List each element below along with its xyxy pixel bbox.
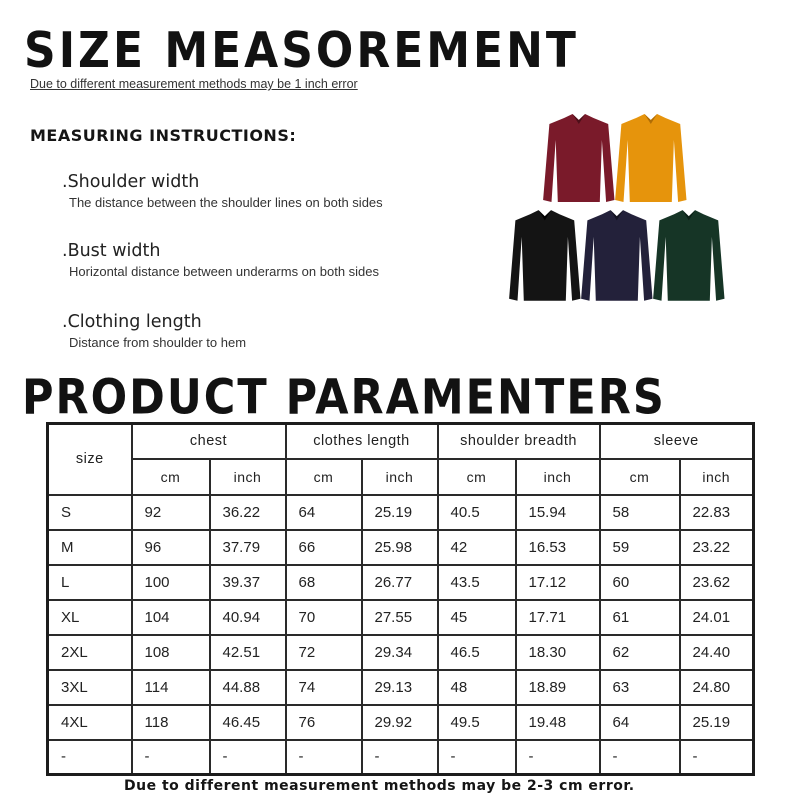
table-unit-header-row bbox=[48, 459, 754, 495]
instruction-title: .Clothing length bbox=[62, 312, 202, 332]
size-column-header: size bbox=[48, 424, 132, 495]
unit-header: inch bbox=[680, 459, 754, 495]
table-row bbox=[48, 635, 754, 670]
measurement-cell: - bbox=[210, 740, 286, 775]
measurement-cell: 49.5 bbox=[438, 705, 516, 740]
table-row bbox=[48, 705, 754, 740]
shoulder-breadth-header: shoulder breadth bbox=[438, 424, 600, 459]
instruction-description: The distance between the shoulder lines on both sides bbox=[69, 195, 383, 210]
shirt-black bbox=[509, 210, 580, 301]
measurement-cell: 29.13 bbox=[362, 670, 438, 705]
measurement-cell: 104 bbox=[132, 600, 210, 635]
measurement-cell: - bbox=[286, 740, 362, 775]
footer-error-note: Due to different measurement methods may be 2-3 cm error. bbox=[124, 778, 635, 794]
measurement-cell: 61 bbox=[600, 600, 680, 635]
measurement-cell: 72 bbox=[286, 635, 362, 670]
measurement-cell: 37.79 bbox=[210, 530, 286, 565]
product-shirts-image bbox=[505, 108, 735, 303]
measurement-cell: - bbox=[362, 740, 438, 775]
size-chart-table bbox=[46, 422, 755, 776]
measurement-cell: 15.94 bbox=[516, 495, 600, 530]
clothes-length-header: clothes length bbox=[286, 424, 438, 459]
measurement-cell: - bbox=[132, 740, 210, 775]
unit-header: cm bbox=[438, 459, 516, 495]
measurement-cell: 68 bbox=[286, 565, 362, 600]
measurement-cell: 16.53 bbox=[516, 530, 600, 565]
size-label-cell: 4XL bbox=[48, 705, 132, 740]
unit-header: inch bbox=[210, 459, 286, 495]
measurement-cell: 25.98 bbox=[362, 530, 438, 565]
size-label-cell: S bbox=[48, 495, 132, 530]
measurement-cell: 62 bbox=[600, 635, 680, 670]
measurement-cell: 24.40 bbox=[680, 635, 754, 670]
measurement-cell: 45 bbox=[438, 600, 516, 635]
measurement-cell: 23.22 bbox=[680, 530, 754, 565]
measurement-cell: 108 bbox=[132, 635, 210, 670]
measurement-cell: 59 bbox=[600, 530, 680, 565]
measurement-cell: 26.77 bbox=[362, 565, 438, 600]
measurement-cell: 64 bbox=[286, 495, 362, 530]
instruction-bust-width bbox=[62, 241, 379, 279]
measurement-cell: 76 bbox=[286, 705, 362, 740]
measurement-cell: 25.19 bbox=[680, 705, 754, 740]
measurement-cell: - bbox=[680, 740, 754, 775]
measurement-cell: 40.94 bbox=[210, 600, 286, 635]
table-row bbox=[48, 530, 754, 565]
sleeve-header: sleeve bbox=[600, 424, 754, 459]
size-label-cell: 3XL bbox=[48, 670, 132, 705]
measurement-cell: 36.22 bbox=[210, 495, 286, 530]
product-parameters-title: PRODUCT PARAMENTERS bbox=[22, 370, 666, 426]
size-chart-body bbox=[48, 495, 754, 775]
table-group-header-row bbox=[48, 424, 754, 459]
unit-header: inch bbox=[516, 459, 600, 495]
instruction-clothing-length bbox=[62, 312, 246, 350]
measurement-cell: 27.55 bbox=[362, 600, 438, 635]
size-label-cell: L bbox=[48, 565, 132, 600]
unit-header: cm bbox=[600, 459, 680, 495]
size-label-cell: M bbox=[48, 530, 132, 565]
unit-header: inch bbox=[362, 459, 438, 495]
instruction-title: .Shoulder width bbox=[62, 172, 200, 192]
measurement-cell: - bbox=[516, 740, 600, 775]
unit-header: cm bbox=[132, 459, 210, 495]
measurement-cell: 29.34 bbox=[362, 635, 438, 670]
measurement-cell: 39.37 bbox=[210, 565, 286, 600]
shirt-navy bbox=[581, 210, 652, 301]
table-row bbox=[48, 740, 754, 775]
shirt-green bbox=[653, 210, 724, 301]
unit-header: cm bbox=[286, 459, 362, 495]
measurement-cell: 46.45 bbox=[210, 705, 286, 740]
shirt-orange bbox=[615, 114, 686, 202]
instruction-title: .Bust width bbox=[62, 241, 161, 261]
measurement-cell: - bbox=[438, 740, 516, 775]
measurement-cell: 92 bbox=[132, 495, 210, 530]
size-label-cell: 2XL bbox=[48, 635, 132, 670]
measurement-cell: 43.5 bbox=[438, 565, 516, 600]
instruction-description: Distance from shoulder to hem bbox=[69, 335, 247, 350]
table-row bbox=[48, 670, 754, 705]
table-row bbox=[48, 565, 754, 600]
measurement-cell: 64 bbox=[600, 705, 680, 740]
table-row bbox=[48, 600, 754, 635]
measurement-cell: 24.80 bbox=[680, 670, 754, 705]
measurement-cell: 25.19 bbox=[362, 495, 438, 530]
measurement-cell: 18.89 bbox=[516, 670, 600, 705]
measurement-cell: 42.51 bbox=[210, 635, 286, 670]
measurement-cell: 118 bbox=[132, 705, 210, 740]
measurement-cell: 66 bbox=[286, 530, 362, 565]
measurement-cell: 44.88 bbox=[210, 670, 286, 705]
measurement-cell: 24.01 bbox=[680, 600, 754, 635]
table-row bbox=[48, 495, 754, 530]
measurement-cell: 17.12 bbox=[516, 565, 600, 600]
page-title: SIZE MEASOREMENT bbox=[24, 22, 579, 80]
measurement-cell: 19.48 bbox=[516, 705, 600, 740]
shirt-red bbox=[543, 114, 614, 202]
measurement-cell: 29.92 bbox=[362, 705, 438, 740]
measurement-cell: 63 bbox=[600, 670, 680, 705]
measurement-cell: 60 bbox=[600, 565, 680, 600]
measurement-cell: 74 bbox=[286, 670, 362, 705]
size-label-cell: - bbox=[48, 740, 132, 775]
measurement-cell: 46.5 bbox=[438, 635, 516, 670]
measurement-cell: 100 bbox=[132, 565, 210, 600]
measurement-cell: 40.5 bbox=[438, 495, 516, 530]
measurement-cell: 70 bbox=[286, 600, 362, 635]
measurement-cell: 22.83 bbox=[680, 495, 754, 530]
measurement-cell: 48 bbox=[438, 670, 516, 705]
measurement-cell: 42 bbox=[438, 530, 516, 565]
measurement-cell: 58 bbox=[600, 495, 680, 530]
instruction-shoulder-width bbox=[62, 172, 383, 210]
instructions-heading: MEASURING INSTRUCTIONS: bbox=[30, 126, 297, 145]
measurement-cell: 114 bbox=[132, 670, 210, 705]
instruction-description: Horizontal distance between underarms on both sides bbox=[69, 264, 380, 279]
measurement-cell: - bbox=[600, 740, 680, 775]
measurement-error-note: Due to different measurement methods may be 1 inch error bbox=[30, 77, 358, 91]
measurement-cell: 23.62 bbox=[680, 565, 754, 600]
chest-header: chest bbox=[132, 424, 286, 459]
measurement-cell: 96 bbox=[132, 530, 210, 565]
size-label-cell: XL bbox=[48, 600, 132, 635]
measurement-cell: 17.71 bbox=[516, 600, 600, 635]
measurement-cell: 18.30 bbox=[516, 635, 600, 670]
